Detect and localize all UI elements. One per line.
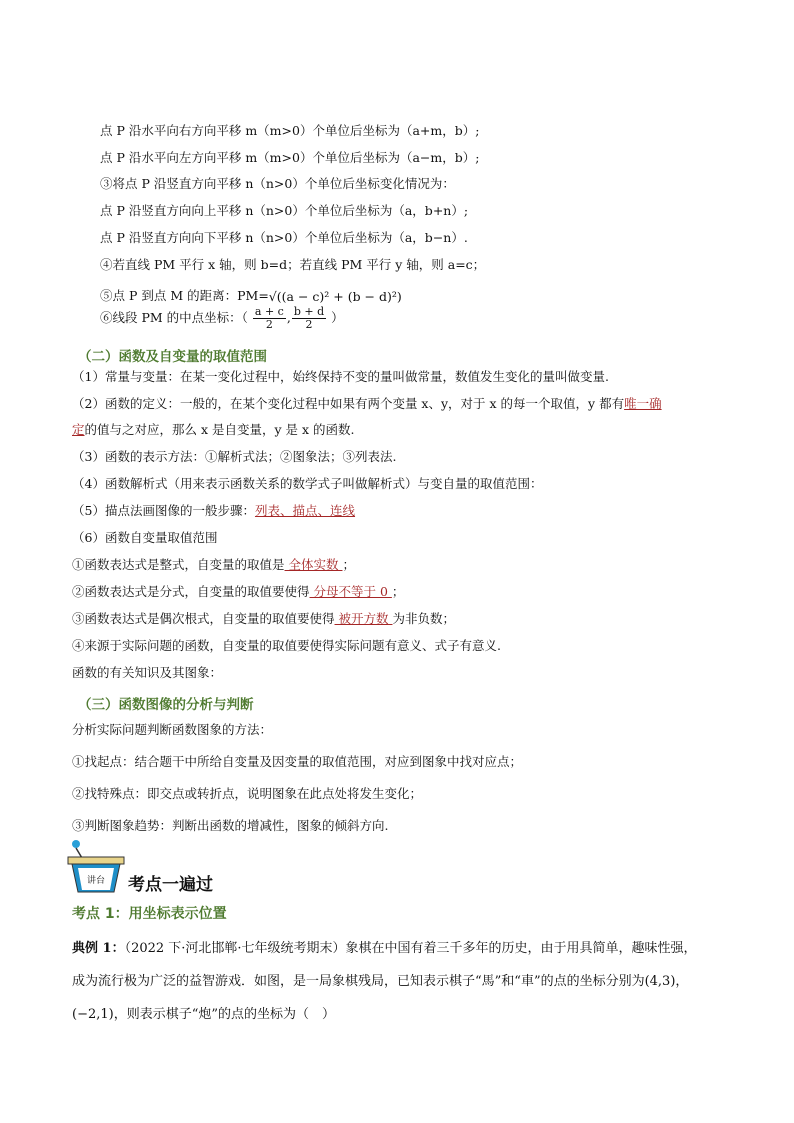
fraction-denominator: 2 [305,318,313,331]
example-line [72,934,732,963]
paragraph [72,421,355,439]
text-line: 点 P 沿竖直方向向上平移 n（n>0）个单位后坐标为（a，b+n）; [100,203,469,218]
example-line: 成为流行极为广泛的益智游戏．如图，是一局象棋残局，已知表示棋子“馬”和“車”的点的坐标分别为(4,3)， [72,974,689,989]
podium-icon [62,838,132,894]
topic-heading: 考点 1：用坐标表示位置 [72,906,227,922]
example-line: (−2,1)，则表示棋子“炮”的点的坐标为（ ） [72,1007,336,1022]
paragraph: ④来源于实际问题的函数，自变量的取值要使得实际问题有意义、式子有意义. [72,638,501,653]
section-heading: （三）函数图像的分析与判断 [78,697,254,713]
separator: 、 [279,503,293,518]
highlight-text: 连线 [330,503,356,518]
example-label: 典例 1： [72,941,125,956]
fraction-numerator: b + d [293,305,325,318]
text: （5）描点法画图像的一般步骤： [72,503,255,518]
section-title: 考点一遍过 [128,875,213,895]
paragraph: （1）常量与变量：在某一变化过程中，始终保持不变的量叫做常量，数值发生变化的量叫做变量. [72,369,609,384]
paragraph: （4）函数解析式（用来表示函数关系的数学式子叫做解析式）与变自量的取值范围： [72,476,543,491]
text: ； [342,557,355,572]
highlight-text: 列表 [254,503,280,518]
text-line: ③将点 P 沿竖直方向平移 n（n>0）个单位后坐标变化情况为： [100,176,455,191]
fraction-denominator: 2 [265,318,273,331]
text: ； [391,584,405,599]
text: ③函数表达式是偶次根式，自变量的取值要使得 [72,611,335,626]
fraction [292,306,326,331]
text-line: 点 P 沿水平向左方向平移 m（m>0）个单位后坐标为（a−m，b）; [100,150,480,165]
paragraph: ②找特殊点：即交点或转折点，说明图象在此点处将发生变化； [72,786,423,801]
midpoint-label: ⑥线段 PM 的中点坐标：（ [100,310,248,325]
text: ②函数表达式是分式，自变量的取值要使得 [72,584,310,599]
text: 的值与之对应，那么 x 是自变量，y 是 x 的函数. [84,422,355,437]
paragraph [72,395,662,413]
text: （2022 下·河北邯郸·七年级统考期末）象棋在中国有着三千多年的历史，由于用具简单，趣味性强， [124,941,697,956]
paragraph [72,502,355,520]
paragraph [72,556,355,574]
comma: , [286,310,291,325]
fraction [253,306,286,331]
text-line: 点 P 沿水平向右方向平移 m（m>0）个单位后坐标为（a+m，b）; [100,123,480,138]
answer-blank: 全体实数 [284,557,343,572]
paragraph: ①找起点：结合题干中所给自变量及因变量的取值范围，对应到图象中找对应点； [72,754,523,769]
distance-formula-line [100,287,402,306]
text-line: ④若直线 PM 平行 x 轴，则 b=d；若直线 PM 平行 y 轴，则 a=c； [100,257,486,272]
podium-badge-label: 讲台 [86,876,106,886]
highlight-text: 定 [72,422,85,437]
separator: 、 [317,503,331,518]
answer-blank: 分母不等于 0 [309,584,392,599]
paragraph: （6）函数自变量取值范围 [72,530,218,545]
text: 为非负数； [392,611,455,626]
fraction-numerator: a + c [254,305,284,318]
text: （2）函数的定义：一般的，在某个变化过程中如果有两个变量 x、y，对于 x 的每一个取值，y 都有 [72,396,625,411]
paragraph: （3）函数的表示方法：①解析式法；②图象法；③列表法. [72,449,397,464]
paragraph: 分析实际问题判断函数图象的方法： [72,722,273,737]
midpoint-formula-line [100,306,344,331]
highlight-text: 唯一确 [624,396,662,411]
distance-formula: √((a − c)² + (b − d)²) [268,288,402,304]
paren-close: ） [331,310,344,325]
answer-blank: 被开方数 [334,611,393,626]
distance-label: ⑤点 P 到点 M 的距离：PM= [100,288,269,303]
paragraph [72,583,404,601]
highlight-text: 描点 [292,503,318,518]
paragraph: 函数的有关知识及其图象： [72,665,223,680]
paragraph [72,610,455,628]
text: ①函数表达式是整式，自变量的取值是 [72,557,285,572]
text-line: 点 P 沿竖直方向向下平移 n（n>0）个单位后坐标为（a，b−n）. [100,230,468,245]
paragraph: ③判断图象趋势：判断出函数的增减性，图象的倾斜方向. [72,818,389,833]
section-heading: （二）函数及自变量的取值范围 [78,349,267,365]
